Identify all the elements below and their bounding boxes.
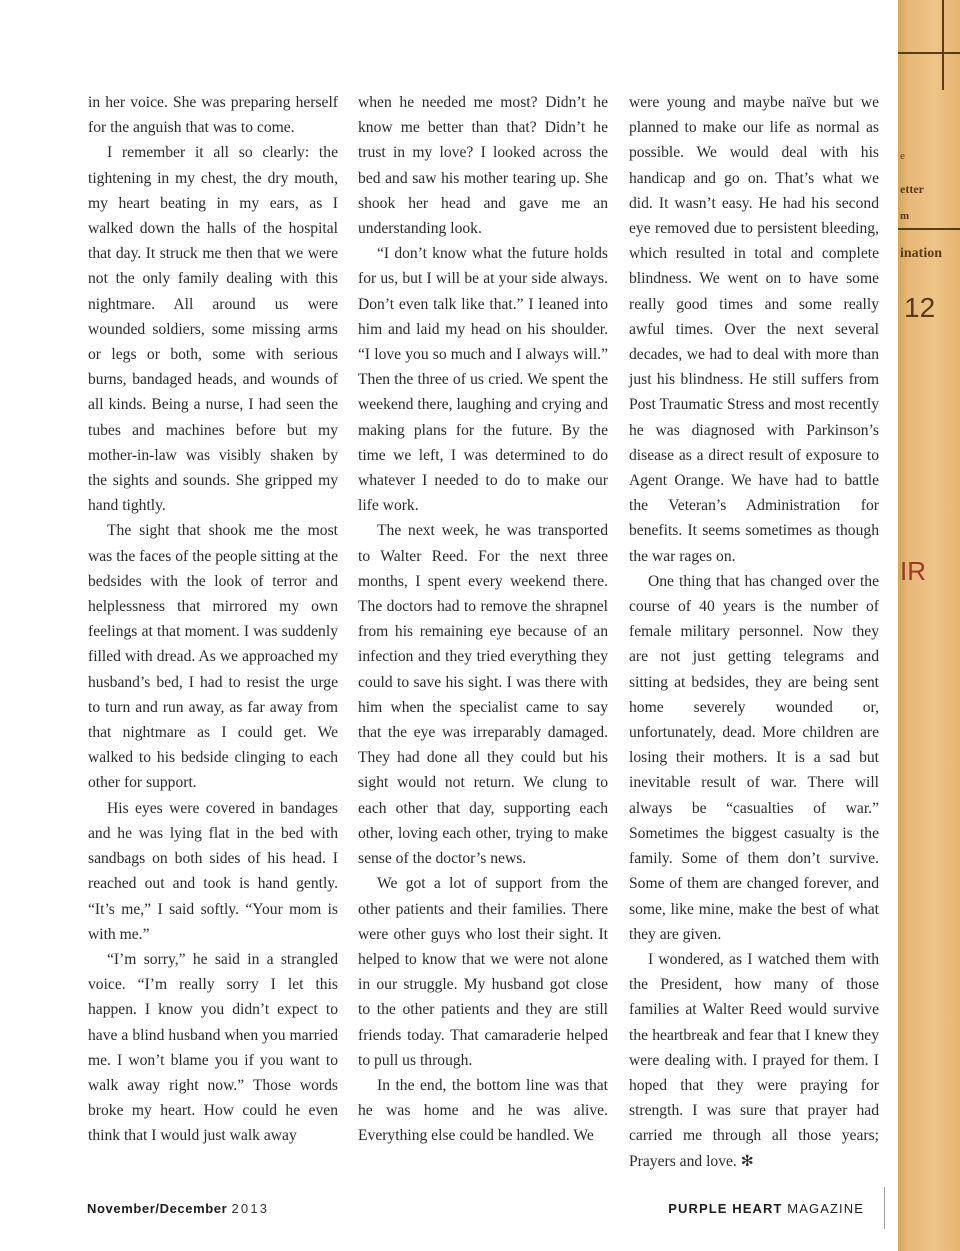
issue-months: November/December (87, 1201, 228, 1216)
footer-divider (884, 1187, 885, 1229)
article-body (86, 90, 880, 1170)
strip-text: e (900, 150, 905, 162)
column-2 (358, 90, 608, 1149)
paragraph: In the end, the bottom line was that he was home and he was alive. Everything else could be handled. We (358, 1076, 608, 1145)
strip-rule (942, 0, 944, 90)
strip-text: ination (900, 246, 943, 261)
strip-text: etter (900, 182, 924, 196)
paragraph: “I’m sorry,” he said in a strangled voice. “I’m really sorry I let this happen. I know you didn’t expect to have a blind husband when you married me. I won’t blame you if you want to walk away right now.” Those words broke my heart. How could he even think that I would just walk away (88, 950, 338, 1145)
paragraph: in her voice. She was preparing herself for the anguish that was to come. (88, 94, 338, 137)
publication-name (668, 1201, 864, 1216)
strip-text: 12 (904, 292, 936, 323)
strip-rule (898, 52, 960, 54)
strip-text: m (900, 210, 910, 222)
strip-text: IR (900, 556, 926, 586)
paragraph: I remember it all so clearly: the tightening in my chest, the dry mouth, my heart beating in my ears, as I walked down the halls of the hospital that day. It struck me then that we were not the only family dealing with this nightmare. All around us were wounded soldiers, some missing arms or legs or both, some with serious burns, bandaged heads, and wounds of all kinds. Being a nurse, I had seen the tubes and machines before but my mother-in-law was visibly shaken by the sights and sounds. She gripped my hand tightly. (88, 144, 338, 515)
paragraph: were young and maybe naïve but we planned to make our life as normal as possible. We would deal with his handicap and go on. That’s what we did. It wasn’t easy. He had his second eye removed due to persistent bleeding, which resulted in total and complete blindness. We went on to have some really good times and some really awful times. Over the next several decades, we had to deal with more than just his blindness. He still suffers from Post Traumatic Stress and most recently he was diagnosed with Parkinson’s disease as a direct result of exposure to Agent Orange. We have had to battle the Veteran’s Administration for benefits. It seems sometimes as though the war rages on. (629, 94, 879, 565)
publication-name-bold: PURPLE HEART (668, 1201, 783, 1216)
paragraph: I wondered, as I watched them with the President, how many of those families at Walter Reed would survive the heartbreak and fear that I knew they were dealing with. I prayed for them. I hoped that they were praying for strength. I was sure that prayer had carried me through all those years; Prayers and love. ✻ (629, 950, 879, 1170)
paragraph: We got a lot of support from the other patients and their families. There were other guys who lost their sight. It helped to know that we were not alone in our struggle. My husband got close to the other patients and they are still friends today. That camaraderie helped to pull us through. (358, 875, 608, 1069)
issue-year: 2013 (231, 1201, 270, 1216)
paragraph: One thing that has changed over the course of 40 years is the number of female military personnel. Now they are not just getting telegrams and sitting at bedsides, they are being sent home severely wounded or, unfortunately, dead. More children are losing their mothers. It is a sad but inevitable result of war. There will always be “casualties of war.” Sometimes the biggest casualty is the family. Some of them don’t survive. Some of them are changed forever, and some, like mine, make the best of what they are given. (629, 572, 879, 943)
paragraph: The sight that shook me the most was the faces of the people sitting at the bedsides with the look of terror and helplessness that mirrored my own feelings at that moment. I was suddenly filled with dread. As we approached my husband’s bed, I had to resist the urge to turn and run away, as far away from that nightmare as I could get. We walked to his bedside clinging to each other for support. (88, 522, 338, 792)
publication-name-light: MAGAZINE (787, 1201, 864, 1216)
column-1 (88, 90, 338, 1149)
page-footer (0, 1201, 960, 1225)
strip-rule (898, 228, 960, 230)
decorative-document-strip (898, 0, 960, 1251)
paragraph: The next week, he was transported to Walter Reed. For the next three months, I spent every weekend there. The doctors had to remove the shrapnel from his remaining eye because of an infection and they tried everything they could to save his sight. I was there with him when the specialist came to say that the eye was irreparably damaged. They had done all they could but his sight would not return. We clung to each other that day, supporting each other, loving each other, trying to make sense of the doctor’s news. (358, 522, 608, 868)
paragraph: His eyes were covered in bandages and he was lying flat in the bed with sandbags on both sides of his head. I reached out and took is hand gently. “It’s me,” I said softly. “Your mom is with me.” (88, 799, 338, 943)
paragraph: “I don’t know what the future holds for us, but I will be at your side always. Don’t even talk like that.” I leaned into him and laid my head on his shoulder. “I love you so much and I always will.” Then the three of us cried. We spent the weekend there, laughing and crying and making plans for the future. By the time we left, I was determined to do whatever I needed to do to make our life work. (358, 245, 608, 515)
issue-date (87, 1201, 269, 1216)
column-3 (629, 90, 879, 1174)
paragraph: when he needed me most? Didn’t he know me better than that? Didn’t he trust in my love? I looked across the bed and saw his mother tearing up. She shook her head and gave me an understanding look. (358, 94, 608, 238)
